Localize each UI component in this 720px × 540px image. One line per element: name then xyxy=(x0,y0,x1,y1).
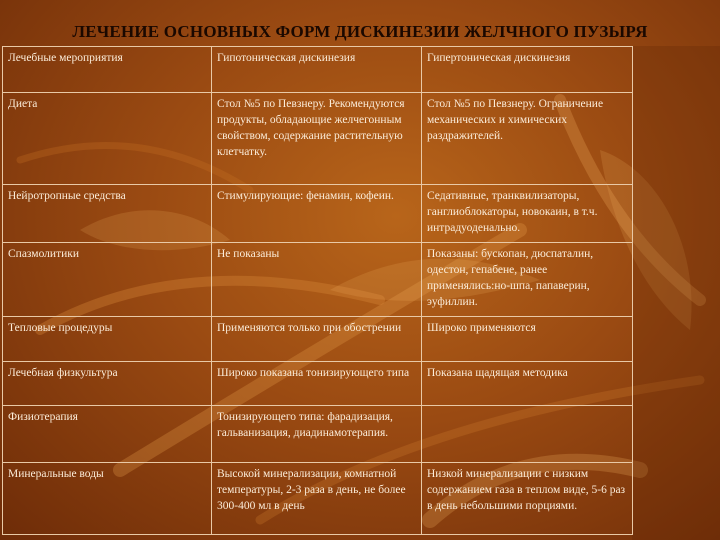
table-row xyxy=(3,463,633,535)
header-measures: Лечебные мероприятия xyxy=(3,47,212,93)
table-header-row xyxy=(3,47,633,93)
row-label-exercise: Лечебная физкультура xyxy=(3,362,212,406)
table-row xyxy=(3,185,633,243)
row-label-diet: Диета xyxy=(3,93,212,185)
header-hypotonic: Гипотоническая дискинезия xyxy=(212,47,422,93)
cell-hypotonic-diet: Стол №5 по Певзнеру. Рекомендуются продукты, обладающие желчегонным свойством, содержание растительную клетчатку. xyxy=(212,93,422,185)
table-row xyxy=(3,93,633,185)
cell-hypertonic-mineral-water: Низкой минерализации с низким содержанием газа в теплом виде, 5-6 раз в день небольшими порциями. xyxy=(422,463,633,535)
cell-hypertonic-exercise: Показана щадящая методика xyxy=(422,362,633,406)
row-label-spasmolytics: Спазмолитики xyxy=(3,243,212,317)
cell-hypotonic-thermal: Применяются только при обострении xyxy=(212,317,422,362)
cell-hypotonic-mineral-water: Высокой минерализации, комнатной температуры, 2-3 раза в день, не более 300-400 мл в день xyxy=(212,463,422,535)
table-row xyxy=(3,362,633,406)
treatment-table xyxy=(2,46,633,535)
cell-hypertonic-physiotherapy xyxy=(422,406,633,463)
header-hypertonic: Гипертоническая дискинезия xyxy=(422,47,633,93)
row-label-mineral-water: Минеральные воды xyxy=(3,463,212,535)
cell-hypotonic-physiotherapy: Тонизирующего типа: фарадизация, гальванизация, диадинамотерапия. xyxy=(212,406,422,463)
row-label-physiotherapy: Физиотерапия xyxy=(3,406,212,463)
cell-hypotonic-exercise: Широко показана тонизирующего типа xyxy=(212,362,422,406)
table-row xyxy=(3,406,633,463)
cell-hypertonic-spasmolytics: Показаны: бускопан, дюспаталин, одестон, гепабене, ранее применялись:но-шпа, папаверин, эуфиллин. xyxy=(422,243,633,317)
table-row xyxy=(3,243,633,317)
cell-hypotonic-spasmolytics: Не показаны xyxy=(212,243,422,317)
table-row xyxy=(3,317,633,362)
cell-hypertonic-diet: Стол №5 по Певзнеру. Ограничение механических и химических раздражителей. xyxy=(422,93,633,185)
cell-hypertonic-thermal: Широко применяются xyxy=(422,317,633,362)
cell-hypotonic-neurotropic: Стимулирующие: фенамин, кофеин. xyxy=(212,185,422,243)
row-label-neurotropic: Нейротропные средства xyxy=(3,185,212,243)
row-label-thermal: Тепловые процедуры xyxy=(3,317,212,362)
cell-hypertonic-neurotropic: Седативные, транквилизаторы, ганглиоблокаторы, новокаин, в т.ч. интрадуоденально. xyxy=(422,185,633,243)
slide-title: ЛЕЧЕНИЕ ОСНОВНЫХ ФОРМ ДИСКИНЕЗИИ ЖЕЛЧНОГО ПУЗЫРЯ xyxy=(72,22,648,41)
